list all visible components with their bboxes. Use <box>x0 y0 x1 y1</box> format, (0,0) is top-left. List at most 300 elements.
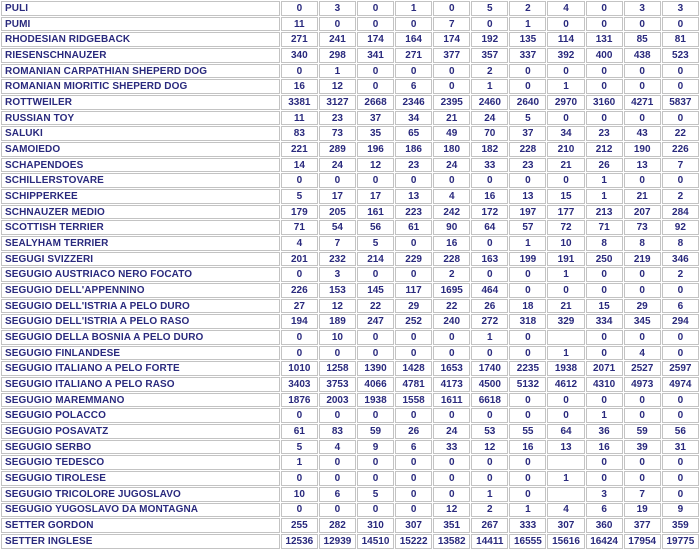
value-cell: 5 <box>357 236 394 251</box>
value-cell: 0 <box>471 455 508 470</box>
value-cell <box>547 330 584 345</box>
table-row <box>1 455 699 470</box>
table-row <box>1 408 699 423</box>
value-cell: 0 <box>357 346 394 361</box>
value-cell: 0 <box>471 173 508 188</box>
value-cell: 0 <box>281 173 318 188</box>
value-cell: 4 <box>547 503 584 518</box>
value-cell: 223 <box>395 205 432 220</box>
value-cell: 0 <box>433 408 470 423</box>
value-cell: 0 <box>547 111 584 126</box>
value-cell: 226 <box>281 283 318 298</box>
value-cell: 16 <box>586 440 623 455</box>
value-cell: 1390 <box>357 361 394 376</box>
value-cell: 1695 <box>433 283 470 298</box>
table-row <box>1 189 699 204</box>
breed-name-cell: SEGUGI SVIZZERI <box>1 252 280 267</box>
value-cell: 164 <box>395 32 432 47</box>
value-cell: 2 <box>471 64 508 79</box>
value-cell: 16 <box>281 79 318 94</box>
value-cell: 1 <box>395 1 432 16</box>
value-cell: 0 <box>662 64 699 79</box>
value-cell: 5 <box>471 1 508 16</box>
value-cell: 4973 <box>624 377 661 392</box>
table-row <box>1 173 699 188</box>
value-cell: 1 <box>586 173 623 188</box>
value-cell: 341 <box>357 48 394 63</box>
value-cell: 6618 <box>471 393 508 408</box>
breed-name-cell: SEGUGIO YUGOSLAVO DA MONTAGNA <box>1 503 280 518</box>
value-cell: 346 <box>662 252 699 267</box>
value-cell: 36 <box>586 424 623 439</box>
value-cell: 0 <box>319 346 356 361</box>
value-cell: 0 <box>509 283 546 298</box>
value-cell: 0 <box>433 487 470 502</box>
value-cell: 23 <box>509 158 546 173</box>
value-cell: 0 <box>662 79 699 94</box>
value-cell: 329 <box>547 314 584 329</box>
value-cell: 81 <box>662 32 699 47</box>
breed-name-cell: PUMI <box>1 17 280 32</box>
value-cell: 12 <box>319 79 356 94</box>
value-cell: 0 <box>624 408 661 423</box>
value-cell: 17 <box>357 189 394 204</box>
breed-name-cell: SALUKI <box>1 126 280 141</box>
breed-name-cell: SEGUGIO SERBO <box>1 440 280 455</box>
value-cell: 14 <box>281 158 318 173</box>
value-cell: 0 <box>586 111 623 126</box>
value-cell: 0 <box>433 1 470 16</box>
value-cell: 0 <box>509 393 546 408</box>
value-cell: 117 <box>395 283 432 298</box>
value-cell: 4066 <box>357 377 394 392</box>
breed-name-cell: ROTTWEILER <box>1 95 280 110</box>
value-cell: 2235 <box>509 361 546 376</box>
breed-name-cell: SEGUGIO ITALIANO A PELO FORTE <box>1 361 280 376</box>
value-cell: 2640 <box>509 95 546 110</box>
value-cell: 0 <box>319 173 356 188</box>
value-cell: 205 <box>319 205 356 220</box>
breed-name-cell: SCHIPPERKEE <box>1 189 280 204</box>
value-cell: 0 <box>395 236 432 251</box>
value-cell: 0 <box>471 408 508 423</box>
value-cell: 194 <box>281 314 318 329</box>
value-cell <box>547 455 584 470</box>
value-cell: 180 <box>433 142 470 157</box>
value-cell: 1 <box>586 189 623 204</box>
value-cell: 221 <box>281 142 318 157</box>
value-cell: 23 <box>395 158 432 173</box>
value-cell: 14510 <box>357 534 394 549</box>
value-cell: 0 <box>624 471 661 486</box>
breed-name-cell: SEGUGIO DELL'ISTRIA A PELO DURO <box>1 299 280 314</box>
value-cell: 0 <box>357 173 394 188</box>
value-cell: 3 <box>624 1 661 16</box>
value-cell: 24 <box>319 158 356 173</box>
value-cell: 172 <box>471 205 508 220</box>
value-cell: 16555 <box>509 534 546 549</box>
value-cell: 3127 <box>319 95 356 110</box>
value-cell: 31 <box>662 440 699 455</box>
breed-name-cell: SEGUGIO ITALIANO A PELO RASO <box>1 377 280 392</box>
value-cell: 26 <box>395 424 432 439</box>
value-cell: 7 <box>319 236 356 251</box>
value-cell: 34 <box>395 111 432 126</box>
value-cell: 7 <box>433 17 470 32</box>
value-cell: 21 <box>433 111 470 126</box>
table-row <box>1 393 699 408</box>
value-cell: 0 <box>586 455 623 470</box>
value-cell: 16 <box>471 189 508 204</box>
value-cell: 0 <box>433 64 470 79</box>
value-cell: 1010 <box>281 361 318 376</box>
value-cell: 196 <box>357 142 394 157</box>
value-cell: 7 <box>662 158 699 173</box>
value-cell: 10 <box>319 330 356 345</box>
value-cell: 3381 <box>281 95 318 110</box>
value-cell: 22 <box>662 126 699 141</box>
value-cell: 19 <box>624 503 661 518</box>
value-cell: 8 <box>586 236 623 251</box>
value-cell: 13 <box>547 440 584 455</box>
value-cell: 43 <box>624 126 661 141</box>
value-cell: 23 <box>319 111 356 126</box>
value-cell: 2460 <box>471 95 508 110</box>
value-cell: 33 <box>471 158 508 173</box>
value-cell: 333 <box>509 518 546 533</box>
breed-name-cell: SCHNAUZER MEDIO <box>1 205 280 220</box>
value-cell: 0 <box>509 408 546 423</box>
value-cell: 33 <box>433 440 470 455</box>
value-cell: 199 <box>509 252 546 267</box>
value-cell: 0 <box>586 393 623 408</box>
value-cell: 114 <box>547 32 584 47</box>
value-cell: 1 <box>509 503 546 518</box>
value-cell: 3 <box>319 1 356 16</box>
value-cell: 0 <box>662 346 699 361</box>
table-row <box>1 236 699 251</box>
value-cell: 37 <box>357 111 394 126</box>
value-cell: 0 <box>586 79 623 94</box>
value-cell: 1428 <box>395 361 432 376</box>
value-cell: 85 <box>624 32 661 47</box>
value-cell: 1 <box>319 64 356 79</box>
breed-name-cell: SETTER GORDON <box>1 518 280 533</box>
value-cell: 18 <box>509 299 546 314</box>
value-cell: 294 <box>662 314 699 329</box>
value-cell: 2346 <box>395 95 432 110</box>
value-cell: 232 <box>319 252 356 267</box>
value-cell: 0 <box>509 64 546 79</box>
value-cell: 289 <box>319 142 356 157</box>
value-cell: 39 <box>624 440 661 455</box>
value-cell: 0 <box>319 455 356 470</box>
value-cell: 2 <box>471 503 508 518</box>
breed-name-cell: SEGUGIO FINLANDESE <box>1 346 280 361</box>
value-cell: 6 <box>319 487 356 502</box>
value-cell: 197 <box>509 205 546 220</box>
table-row <box>1 440 699 455</box>
value-cell: 59 <box>624 424 661 439</box>
value-cell: 12 <box>357 158 394 173</box>
value-cell: 1740 <box>471 361 508 376</box>
value-cell: 0 <box>395 503 432 518</box>
value-cell: 0 <box>662 487 699 502</box>
value-cell: 0 <box>395 408 432 423</box>
value-cell: 4 <box>547 1 584 16</box>
table-row <box>1 503 699 518</box>
value-cell: 0 <box>357 503 394 518</box>
table-row <box>1 267 699 282</box>
value-cell: 0 <box>662 471 699 486</box>
value-cell: 191 <box>547 252 584 267</box>
table-row <box>1 48 699 63</box>
value-cell: 0 <box>281 408 318 423</box>
value-cell: 0 <box>395 17 432 32</box>
value-cell: 72 <box>547 220 584 235</box>
value-cell: 2 <box>433 267 470 282</box>
value-cell: 0 <box>357 330 394 345</box>
value-cell: 229 <box>395 252 432 267</box>
value-cell: 15616 <box>547 534 584 549</box>
value-cell: 4 <box>319 440 356 455</box>
value-cell: 5 <box>281 189 318 204</box>
table-row <box>1 79 699 94</box>
value-cell: 65 <box>395 126 432 141</box>
breed-name-cell: SEGUGIO AUSTRIACO NERO FOCATO <box>1 267 280 282</box>
value-cell: 0 <box>471 236 508 251</box>
value-cell: 0 <box>624 267 661 282</box>
value-cell: 0 <box>662 111 699 126</box>
value-cell: 2668 <box>357 95 394 110</box>
value-cell: 2597 <box>662 361 699 376</box>
value-cell: 0 <box>319 17 356 32</box>
value-cell: 145 <box>357 283 394 298</box>
value-cell: 14411 <box>471 534 508 549</box>
value-cell: 70 <box>471 126 508 141</box>
value-cell: 523 <box>662 48 699 63</box>
value-cell: 90 <box>433 220 470 235</box>
value-cell: 55 <box>509 424 546 439</box>
value-cell: 0 <box>547 393 584 408</box>
value-cell: 298 <box>319 48 356 63</box>
value-cell: 0 <box>433 471 470 486</box>
value-cell: 92 <box>662 220 699 235</box>
value-cell: 6 <box>586 503 623 518</box>
value-cell: 2 <box>509 1 546 16</box>
value-cell: 0 <box>395 173 432 188</box>
table-row <box>1 518 699 533</box>
value-cell: 0 <box>586 346 623 361</box>
value-cell: 201 <box>281 252 318 267</box>
value-cell: 360 <box>586 518 623 533</box>
value-cell: 3 <box>586 487 623 502</box>
breed-name-cell: SEGUGIO TEDESCO <box>1 455 280 470</box>
table-row <box>1 424 699 439</box>
value-cell: 0 <box>662 455 699 470</box>
value-cell: 26 <box>586 158 623 173</box>
value-cell: 0 <box>357 17 394 32</box>
table-row <box>1 158 699 173</box>
table-row <box>1 330 699 345</box>
value-cell: 73 <box>319 126 356 141</box>
value-cell: 284 <box>662 205 699 220</box>
breed-name-cell: SEGUGIO TIROLESE <box>1 471 280 486</box>
breed-name-cell: SEGUGIO POSAVATZ <box>1 424 280 439</box>
value-cell: 0 <box>395 471 432 486</box>
value-cell: 0 <box>395 267 432 282</box>
value-cell: 17954 <box>624 534 661 549</box>
value-cell: 16 <box>433 236 470 251</box>
value-cell: 0 <box>586 267 623 282</box>
value-cell: 4271 <box>624 95 661 110</box>
value-cell: 241 <box>319 32 356 47</box>
value-cell: 0 <box>281 503 318 518</box>
value-cell: 1258 <box>319 361 356 376</box>
value-cell: 23 <box>586 126 623 141</box>
value-cell: 24 <box>471 111 508 126</box>
table-row <box>1 283 699 298</box>
value-cell: 12 <box>433 503 470 518</box>
value-cell: 12536 <box>281 534 318 549</box>
value-cell: 377 <box>624 518 661 533</box>
value-cell: 3753 <box>319 377 356 392</box>
value-cell: 1938 <box>357 393 394 408</box>
breed-name-cell: SEGUGIO MAREMMANO <box>1 393 280 408</box>
value-cell: 0 <box>547 283 584 298</box>
value-cell: 4 <box>433 189 470 204</box>
value-cell: 190 <box>624 142 661 157</box>
value-cell: 267 <box>471 518 508 533</box>
value-cell: 0 <box>357 79 394 94</box>
value-cell: 189 <box>319 314 356 329</box>
value-cell: 15 <box>586 299 623 314</box>
value-cell: 392 <box>547 48 584 63</box>
value-cell: 15 <box>547 189 584 204</box>
breed-name-cell: SCOTTISH TERRIER <box>1 220 280 235</box>
value-cell: 1938 <box>547 361 584 376</box>
value-cell: 5132 <box>509 377 546 392</box>
breed-name-cell: ROMANIAN MIORITIC SHEPERD DOG <box>1 79 280 94</box>
value-cell: 0 <box>586 64 623 79</box>
table-row <box>1 220 699 235</box>
breed-name-cell: SEGUGIO DELL'APPENNINO <box>1 283 280 298</box>
value-cell: 0 <box>586 330 623 345</box>
value-cell: 0 <box>395 487 432 502</box>
value-cell: 4 <box>281 236 318 251</box>
value-cell: 240 <box>433 314 470 329</box>
value-cell: 0 <box>547 17 584 32</box>
value-cell: 0 <box>281 64 318 79</box>
value-cell: 54 <box>319 220 356 235</box>
table-row <box>1 252 699 267</box>
value-cell: 24 <box>433 158 470 173</box>
breed-name-cell: RUSSIAN TOY <box>1 111 280 126</box>
breed-name-cell: SCHAPENDOES <box>1 158 280 173</box>
value-cell: 0 <box>662 393 699 408</box>
breed-name-cell: SCHILLERSTOVARE <box>1 173 280 188</box>
value-cell: 0 <box>319 503 356 518</box>
value-cell: 13 <box>395 189 432 204</box>
value-cell: 4173 <box>433 377 470 392</box>
value-cell: 307 <box>547 518 584 533</box>
value-cell: 0 <box>433 79 470 94</box>
value-cell: 2395 <box>433 95 470 110</box>
value-cell: 247 <box>357 314 394 329</box>
value-cell: 0 <box>471 267 508 282</box>
value-cell: 1 <box>471 330 508 345</box>
value-cell: 1 <box>547 79 584 94</box>
value-cell: 0 <box>624 283 661 298</box>
value-cell: 2527 <box>624 361 661 376</box>
value-cell: 182 <box>471 142 508 157</box>
breed-name-cell: SEGUGIO DELL'ISTRIA A PELO RASO <box>1 314 280 329</box>
value-cell: 2 <box>662 267 699 282</box>
table-row <box>1 126 699 141</box>
value-cell: 0 <box>624 330 661 345</box>
breed-name-cell: SEGUGIO POLACCO <box>1 408 280 423</box>
value-cell: 0 <box>586 17 623 32</box>
table-row <box>1 142 699 157</box>
value-cell: 6 <box>662 299 699 314</box>
value-cell: 0 <box>624 79 661 94</box>
value-cell: 177 <box>547 205 584 220</box>
value-cell: 5 <box>281 440 318 455</box>
value-cell: 0 <box>319 471 356 486</box>
breed-name-cell: PULI <box>1 1 280 16</box>
value-cell: 0 <box>662 408 699 423</box>
value-cell: 0 <box>319 408 356 423</box>
value-cell: 0 <box>395 346 432 361</box>
value-cell: 1 <box>586 408 623 423</box>
value-cell: 4781 <box>395 377 432 392</box>
value-cell: 0 <box>624 393 661 408</box>
value-cell: 1611 <box>433 393 470 408</box>
value-cell: 207 <box>624 205 661 220</box>
value-cell: 83 <box>281 126 318 141</box>
value-cell: 12939 <box>319 534 356 549</box>
value-cell: 0 <box>547 408 584 423</box>
table-row <box>1 64 699 79</box>
value-cell: 61 <box>281 424 318 439</box>
value-cell: 0 <box>281 1 318 16</box>
value-cell: 71 <box>281 220 318 235</box>
value-cell: 11 <box>281 17 318 32</box>
value-cell: 34 <box>547 126 584 141</box>
value-cell: 0 <box>624 111 661 126</box>
value-cell: 15222 <box>395 534 432 549</box>
value-cell: 0 <box>547 173 584 188</box>
value-cell: 13 <box>509 189 546 204</box>
value-cell: 8 <box>662 236 699 251</box>
value-cell: 24 <box>433 424 470 439</box>
table-row <box>1 95 699 110</box>
value-cell: 1876 <box>281 393 318 408</box>
value-cell: 4500 <box>471 377 508 392</box>
breed-name-cell: SEGUGIO TRICOLORE JUGOSLAVO <box>1 487 280 502</box>
value-cell: 11 <box>281 111 318 126</box>
breed-name-cell: SETTER INGLESE <box>1 534 280 549</box>
value-cell: 438 <box>624 48 661 63</box>
value-cell: 1 <box>281 455 318 470</box>
value-cell: 345 <box>624 314 661 329</box>
value-cell: 0 <box>433 330 470 345</box>
value-cell: 250 <box>586 252 623 267</box>
value-cell: 0 <box>471 471 508 486</box>
value-cell: 16 <box>509 440 546 455</box>
table-row <box>1 361 699 376</box>
value-cell: 12 <box>319 299 356 314</box>
